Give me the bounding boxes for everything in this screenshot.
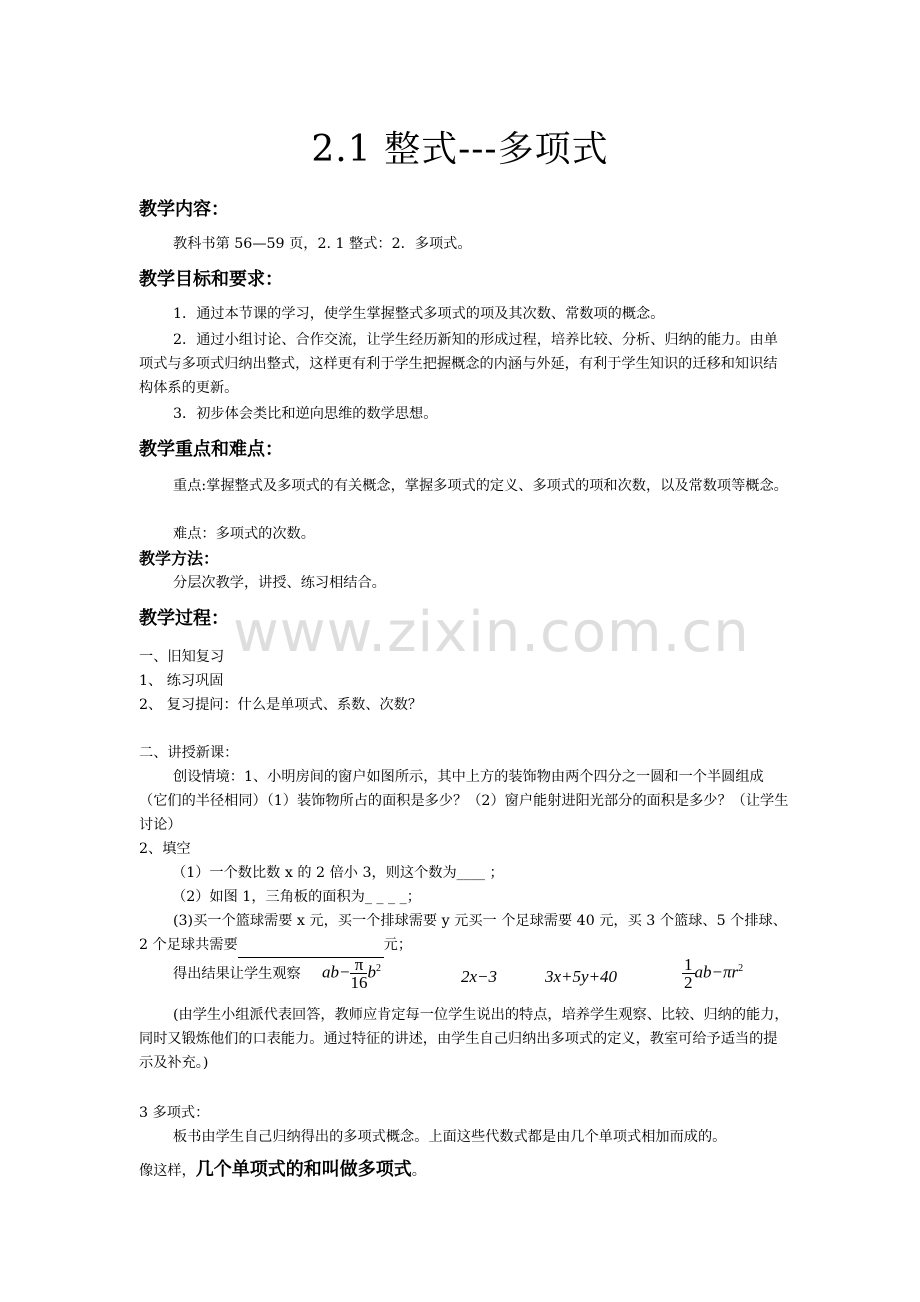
fill-item-1: （1）一个数比数 x 的 2 倍小 3，则这个数为____ ； (172, 865, 504, 881)
polynomial-title: 3 多项式： (139, 1105, 210, 1121)
polynomial-definition: 几个单项式的和叫做多项式 (195, 1159, 412, 1180)
content-text: 教科书第 56—59 页，2. 1 整式：2．多项式。 (173, 236, 472, 252)
fill-blank-title: 2、填空 (139, 841, 191, 857)
formula-1-part-b: b (367, 962, 376, 982)
key-point: 重点:掌握整式及多项式的有关概念，掌握多项式的定义、多项式的项和次数，以及常数项等概念。 (173, 478, 788, 494)
review-item-2: 2、 复习提问：什么是单项式、系数、次数？ (139, 697, 423, 713)
review-item-1: 1、 练习巩固 (139, 673, 224, 689)
group-note: (由学生小组派代表回答，教师应肯定每一位学生说出的特点，培养学生观察、比较、归纳的能力，同时又锻炼他们的口表能力。通过特征的讲述，由学生自己归纳出多项式的定义，教室可给予适当的提示及补充。) (139, 1007, 789, 1071)
review-title: 一、旧知复习 (139, 649, 225, 665)
heading-method: 教学方法： (139, 549, 220, 568)
fraction-denominator: 2 (684, 973, 693, 992)
formula-4 (682, 956, 743, 991)
heading-process: 教学过程： (139, 608, 229, 629)
observe-label: 得出结果让学生观察 (173, 966, 301, 982)
polynomial-definition-line (139, 1158, 789, 1183)
fraction-numerator: π (350, 956, 367, 974)
formula-1-fraction (350, 956, 367, 991)
formula-4-part-b: ab−πr (694, 962, 739, 982)
formula-4-fraction (682, 956, 695, 991)
heading-key-points: 教学重点和难点： (139, 439, 283, 460)
watermark: www.zixin.com.cn (233, 600, 750, 665)
formula-1-exponent: 2 (375, 962, 381, 974)
heading-goals: 教学目标和要求： (139, 269, 283, 290)
polynomial-prefix: 像这样， (139, 1163, 196, 1179)
page-title: 2.1 整式---多项式 (311, 129, 609, 170)
formula-1-part-a: ab− (322, 962, 351, 982)
goal-2: 2．通过小组讨论、合作交流，让学生经历新知的形成过程，培养比较、分析、归纳的能力。由单项式与多项式归纳出整式，这样更有利于学生把握概念的内涵与外延，有利于学生知识的迁移和知识结构体系的更新。 (139, 332, 778, 396)
fill-item-3-end: 元； (383, 937, 413, 953)
method-text: 分层次教学，讲授、练习相结合。 (173, 575, 386, 591)
formula-4-exponent: 2 (738, 962, 744, 974)
formula-3: 3x+5y+40 (545, 967, 618, 986)
fill-item-3-text: (3)买一个篮球需要 x 元，买一个排球需要 y 元买一 个足球需要 40 元，买 3 个篮球、5 个排球、2 个足球共需要 (139, 913, 787, 953)
formula-2: 2x−3 (461, 967, 498, 986)
fraction-numerator: 1 (684, 955, 693, 974)
heading-content: 教学内容： (139, 199, 229, 220)
difficult-point: 难点：多项式的次数。 (173, 526, 315, 542)
fraction-denominator: 16 (350, 973, 368, 992)
formula-1 (322, 956, 381, 991)
fill-item-2: （2）如图 1，三角板的面积为_ _ _ _； (172, 889, 421, 905)
fill-item-3 (139, 909, 789, 958)
goal-1: 1．通过本节课的学习，使学生掌握整式多项式的项及其次数、常数项的概念。 (173, 306, 665, 322)
polynomial-end: 。 (411, 1163, 426, 1179)
new-lesson-title: 二、讲授新课： (139, 745, 239, 761)
scenario-text: 创设情境：1、小明房间的窗户如图所示，其中上方的装饰物由两个四分之一圆和一个半圆组成（它们的半径相同）（1）装饰物所占的面积是多少？（2）窗户能射进阳光部分的面积是多少？（让学生讨论） (139, 769, 789, 833)
goal-3: 3．初步体会类比和逆向思维的数学思想。 (173, 406, 438, 422)
polynomial-text: 板书由学生自己归纳得出的多项式概念。上面这些代数式都是由几个单项式相加而成的。 (173, 1129, 727, 1145)
